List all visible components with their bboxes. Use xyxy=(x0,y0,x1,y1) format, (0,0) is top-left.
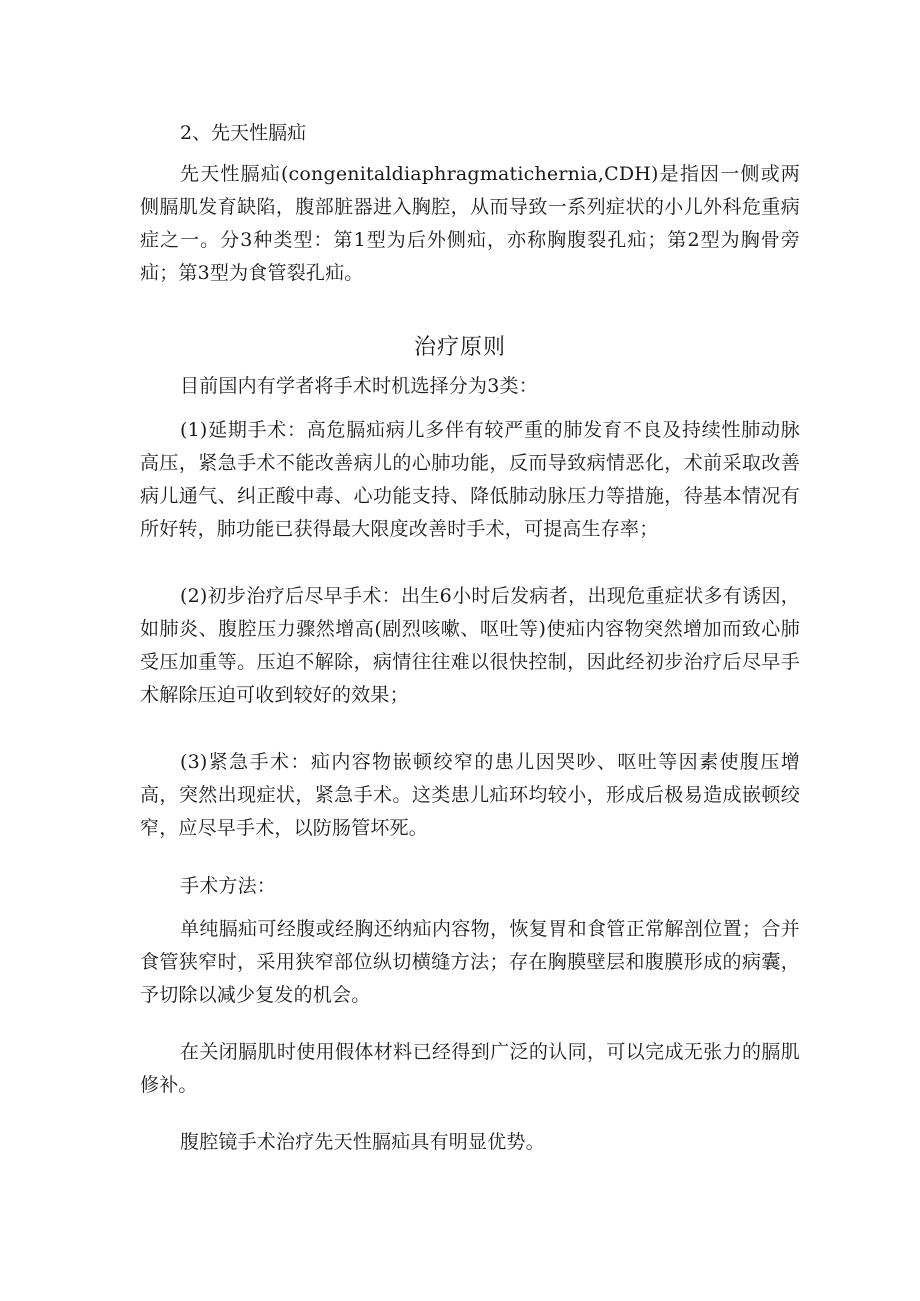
emergency-surgery-paragraph: (3)紧急手术：疝内容物嵌顿绞窄的患儿因哭吵、呕吐等因素使腹压增高，突然出现症状，紧急手术。这类患儿疝环均较小，形成后极易造成嵌顿绞窄，应尽早手术，以防肠管坏死。 xyxy=(140,751,800,839)
treatment-heading: 治疗原则 xyxy=(413,335,506,360)
timing-intro-paragraph: 目前国内有学者将手术时机选择分为3类： xyxy=(180,375,538,397)
delayed-surgery-paragraph: (1)延期手术：高危膈疝病儿多伴有较严重的肺发育不良及持续性肺动脉高压，紧急手术不能改善病儿的心肺功能，反而导致病情恶化，术前采取改善病儿通气、纠正酸中毒、心功能支持、降低肺动脉压力等措施，待基本情况有所好转，肺功能已获得最大限度改善时手术，可提高生存率； xyxy=(140,419,800,540)
intro-paragraph: 先天性膈疝(congenitaldiaphragmatichernia,CDH)是指因一侧或两侧膈肌发育缺陷，腹部脏器进入胸腔，从而导致一系列症状的小儿外科危重病症之一。分3种类型：第1型为后外侧疝，亦称胸腹裂孔疝；第2型为胸骨旁疝；第3型为食管裂孔疝。 xyxy=(140,163,800,284)
methods-label: 手术方法： xyxy=(180,875,277,897)
laparoscopy-paragraph: 腹腔镜手术治疗先天性膈疝具有明显优势。 xyxy=(180,1131,545,1153)
early-surgery-paragraph: (2)初步治疗后尽早手术：出生6小时后发病者，出现危重症状多有诱因，如肺炎、腹腔压力骤然增高(剧烈咳嗽、呕吐等)使疝内容物突然增加而致心肺受压加重等。压迫不解除，病情往往难以很快控制，因此经初步治疗后尽早手术解除压迫可收到较好的效果； xyxy=(140,585,800,706)
prosthetic-repair-paragraph: 在关闭膈肌时使用假体材料已经得到广泛的认同，可以完成无张力的膈肌修补。 xyxy=(140,1041,800,1096)
section-heading: 2、先天性膈疝 xyxy=(180,122,307,144)
simple-hernia-method-paragraph: 单纯膈疝可经腹或经胸还纳疝内容物，恢复胃和食管正常解剖位置；合并食管狭窄时，采用狭窄部位纵切横缝方法；存在胸膜壁层和腹膜形成的病囊，予切除以减少复发的机会。 xyxy=(140,918,800,1006)
